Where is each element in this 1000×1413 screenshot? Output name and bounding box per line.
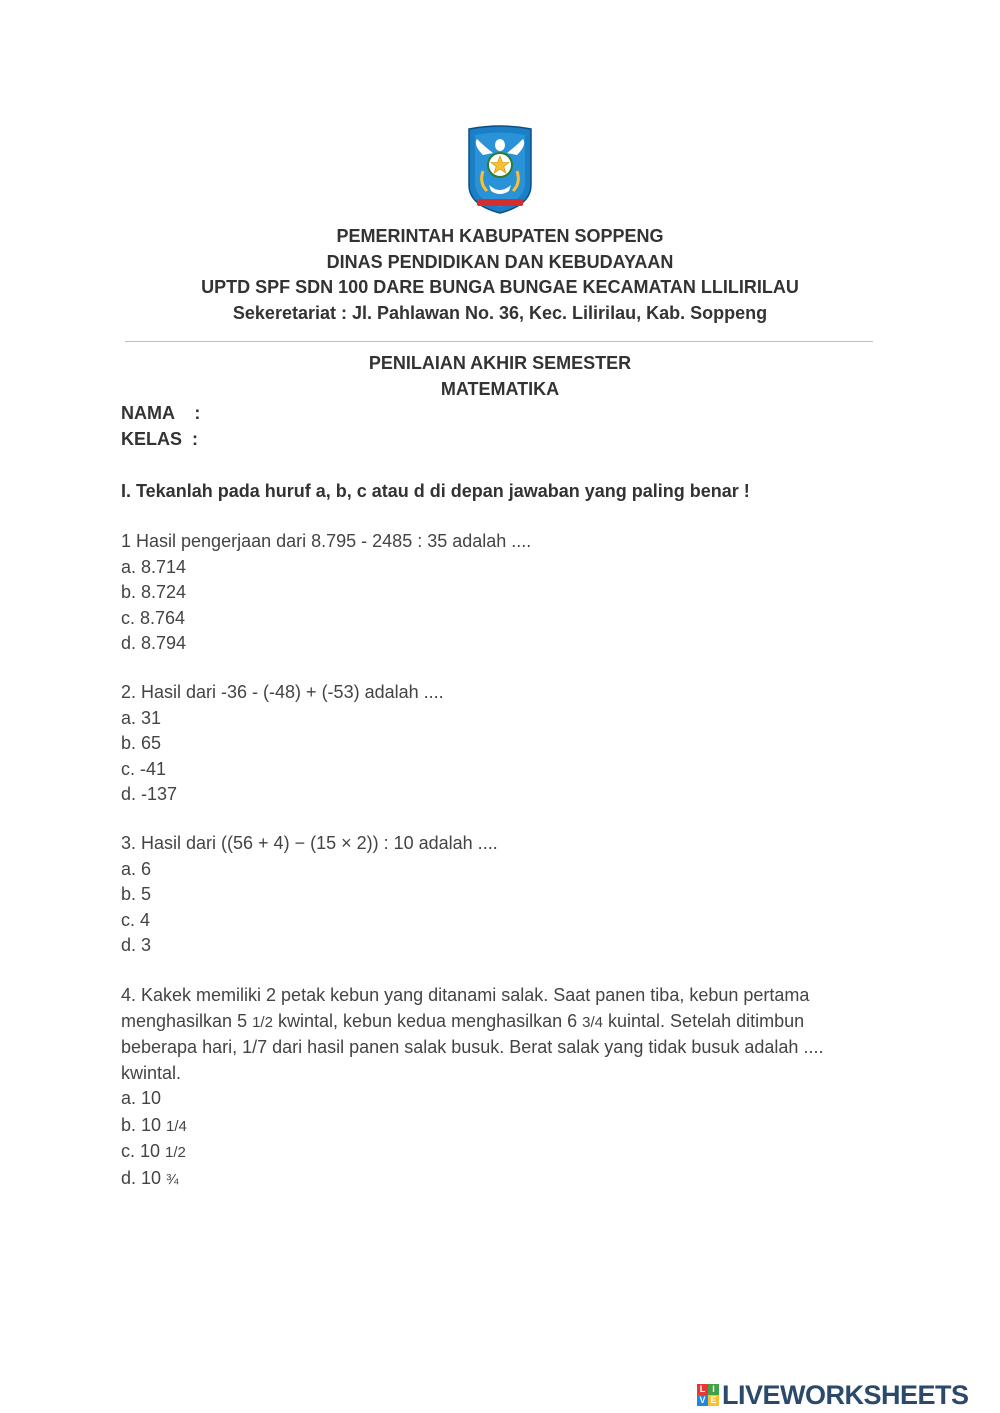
option-c[interactable]: c. 8.764 xyxy=(121,607,186,628)
option-b[interactable]: b. 8.724 xyxy=(121,582,187,602)
box-letter: I xyxy=(708,1384,719,1395)
option-a[interactable]: a. 8.714 xyxy=(121,556,187,577)
fraction: 1/4 xyxy=(166,1117,187,1135)
text-segment: kwintal, kebun kedua menghasilkan 6 xyxy=(272,1010,583,1031)
option-b[interactable]: b. 5 xyxy=(121,884,152,904)
option-label: a. 10 xyxy=(121,1088,162,1108)
instruction: I. Tekanlah pada huruf a, b, c atau d di depan jawaban yang paling benar ! xyxy=(121,481,750,501)
document-header xyxy=(0,224,1000,326)
fraction: 3/4 xyxy=(582,1013,604,1031)
option-label: b. 10 xyxy=(121,1114,167,1135)
option-c[interactable]: c. -41 xyxy=(121,758,167,779)
box-letter: E xyxy=(708,1395,719,1406)
question-1 xyxy=(121,529,881,657)
header-department: DINAS PENDIDIKAN DAN KEBUDAYAAN xyxy=(326,251,674,272)
exam-title-line1: PENILAIAN AKHIR SEMESTER xyxy=(368,353,632,373)
option-c[interactable] xyxy=(121,1139,881,1166)
question-text-line4: kwintal. xyxy=(121,1062,182,1083)
student-identity xyxy=(121,400,200,452)
text-segment: menghasilkan 5 xyxy=(121,1010,253,1031)
soppeng-emblem-logo xyxy=(463,125,537,215)
liveworksheets-logo[interactable] xyxy=(697,1380,969,1410)
box-letter: L xyxy=(697,1384,708,1395)
header-government: PEMERINTAH KABUPATEN SOPPENG xyxy=(336,226,664,246)
option-d[interactable] xyxy=(121,1166,881,1193)
text-segment: kuintal. Setelah ditimbun xyxy=(603,1010,805,1031)
exam-title xyxy=(0,350,1000,402)
option-a[interactable] xyxy=(121,1086,881,1113)
option-d[interactable]: d. 3 xyxy=(121,935,152,955)
header-school: UPTD SPF SDN 100 DARE BUNGA BUNGAE KECAMATAN LLILIRILAU xyxy=(201,277,799,297)
brand-text: LIVEWORKSHEETS xyxy=(722,1379,969,1410)
fraction: ¾ xyxy=(166,1170,179,1188)
liveworksheets-icon xyxy=(697,1384,719,1406)
option-label: d. 10 xyxy=(121,1167,167,1188)
option-d[interactable]: d. 8.794 xyxy=(121,633,187,653)
option-c[interactable]: c. 4 xyxy=(121,909,151,930)
question-3 xyxy=(121,831,881,959)
class-label: KELAS : xyxy=(121,429,199,449)
question-2 xyxy=(121,680,881,808)
question-text: 2. Hasil dari -36 - (-48) + (-53) adalah .... xyxy=(121,682,444,702)
name-label: NAMA : xyxy=(121,403,201,423)
fraction: 1/2 xyxy=(252,1013,273,1031)
exam-subject: MATEMATIKA xyxy=(440,379,560,399)
question-text-line2 xyxy=(121,1009,881,1036)
option-b[interactable] xyxy=(121,1113,881,1140)
option-a[interactable]: a. 31 xyxy=(121,707,162,728)
question-text-line1: 4. Kakek memiliki 2 petak kebun yang ditanami salak. Saat panen tiba, kebun pertama xyxy=(121,985,810,1005)
option-label: c. 10 xyxy=(121,1141,166,1161)
question-text: 3. Hasil dari ((56 + 4) − (15 × 2)) : 10 adalah .... xyxy=(121,833,498,853)
question-text: 1 Hasil pengerjaan dari 8.795 - 2485 : 35 adalah .... xyxy=(121,531,532,551)
header-divider xyxy=(125,341,873,342)
option-d[interactable]: d. -137 xyxy=(121,784,178,804)
header-address: Sekeretariat : Jl. Pahlawan No. 36, Kec. Lilirilau, Kab. Soppeng xyxy=(232,302,768,323)
option-a[interactable]: a. 6 xyxy=(121,858,152,879)
box-letter: V xyxy=(697,1395,708,1406)
question-4 xyxy=(121,983,881,1192)
option-b[interactable]: b. 65 xyxy=(121,733,162,753)
question-text-line3: beberapa hari, 1/7 dari hasil panen salak busuk. Berat salak yang tidak busuk adalah .... xyxy=(121,1037,824,1057)
fraction: 1/2 xyxy=(165,1144,186,1161)
